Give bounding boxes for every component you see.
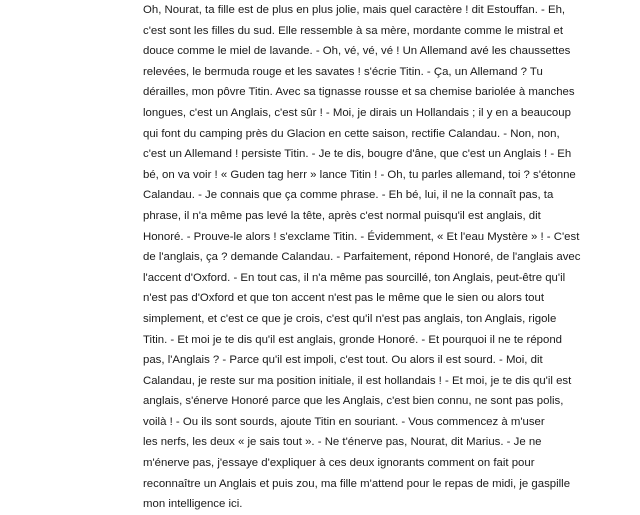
text-line: bé, on va voir ! « Guden tag herr » lance Titin ! - Oh, tu parles allemand, toi ? s'étonne bbox=[143, 168, 576, 181]
text-line: simplement, et c'est ce que je crois, c'est qu'il n'est pas anglais, ton Anglais, rigole bbox=[143, 312, 557, 325]
text-line: c'est un Allemand ! persiste Titin. - Je te dis, bougre d'âne, que c'est un Anglais ! - Eh bbox=[143, 148, 572, 161]
text-line: de l'anglais, ça ? demande Calandau. - Parfaitement, répond Honoré, de l'anglais avec bbox=[143, 251, 581, 264]
text-line: pas, l'Anglais ? - Parce qu'il est impoli, c'est tout. Ou alors il est sourd. - Moi, dit bbox=[143, 354, 543, 367]
paragraph bbox=[143, 0, 581, 515]
text-line: qui font du camping près du Glacion en cette saison, rectifie Calandau. - Non, non, bbox=[143, 127, 560, 140]
text-line: douce comme le miel de lavande. - Oh, vé, vé, vé ! Un Allemand avé les chaussettes bbox=[143, 45, 571, 58]
text-line: dérailles, mon pôvre Titin. Avec sa tignasse rousse et sa chemise bariolée à manches bbox=[143, 86, 575, 99]
text-line: reconnaître un Anglais et puis zou, ma fille m'attend pour le repas de midi, je gaspille bbox=[143, 477, 571, 490]
text-line: phrase, il n'a même pas levé la tête, après c'est normal puisqu'il est anglais, dit bbox=[143, 209, 541, 222]
text-line: voilà ! - Ou ils sont sourds, ajoute Titin en souriant. - Vous commencez à m'user bbox=[143, 415, 545, 428]
text-line: m'énerve pas, j'essaye d'expliquer à ces deux ignorants comment on fait pour bbox=[143, 457, 535, 470]
text-line: longues, c'est un Anglais, c'est sûr ! - Moi, je dirais un Hollandais ; il y en a beaucoup bbox=[143, 106, 571, 119]
text-line: Honoré. - Prouve-le alors ! s'exclame Titin. - Évidemment, « Et l'eau Mystère » ! - C'est bbox=[143, 230, 580, 243]
text-line: les nerfs, les deux « je sais tout ». - Ne t'énerve pas, Nourat, dit Marius. - Je ne bbox=[143, 436, 542, 449]
text-line: Oh, Nourat, ta fille est de plus en plus jolie, mais quel caractère ! dit Estouffan. - Eh, bbox=[143, 4, 566, 16]
text-line: Calandau. - Je connais que ça comme phrase. - Eh bé, lui, il ne la connaît pas, ta bbox=[143, 189, 554, 202]
text-line: anglais, s'énerve Honoré parce que les Anglais, c'est bien connu, ne sont pas polis, bbox=[143, 395, 564, 408]
text-line: Titin. - Et moi je te dis qu'il est anglais, gronde Honoré. - Et pourquoi il ne te répond bbox=[143, 333, 563, 346]
text-line: Calandau, je reste sur ma position initiale, il est hollandais ! - Et moi, je te dis qu'il est bbox=[143, 374, 572, 387]
text-line: c'est sont les filles du sud. Elle ressemble à sa mère, mordante comme le mistral et bbox=[143, 24, 563, 37]
text-line: mon intelligence ici. bbox=[143, 498, 243, 511]
text-line: relevées, le bermuda rouge et les savates ! s'écrie Titin. - Ça, un Allemand ? Tu bbox=[143, 65, 543, 78]
text-line: l'accent d'Oxford. - En tout cas, il n'a même pas sourcillé, ton Anglais, peut-être qu'il bbox=[143, 271, 566, 284]
text-line: n'est pas d'Oxford et que ton accent n'est pas le même que le sien ou alors tout bbox=[143, 292, 545, 305]
